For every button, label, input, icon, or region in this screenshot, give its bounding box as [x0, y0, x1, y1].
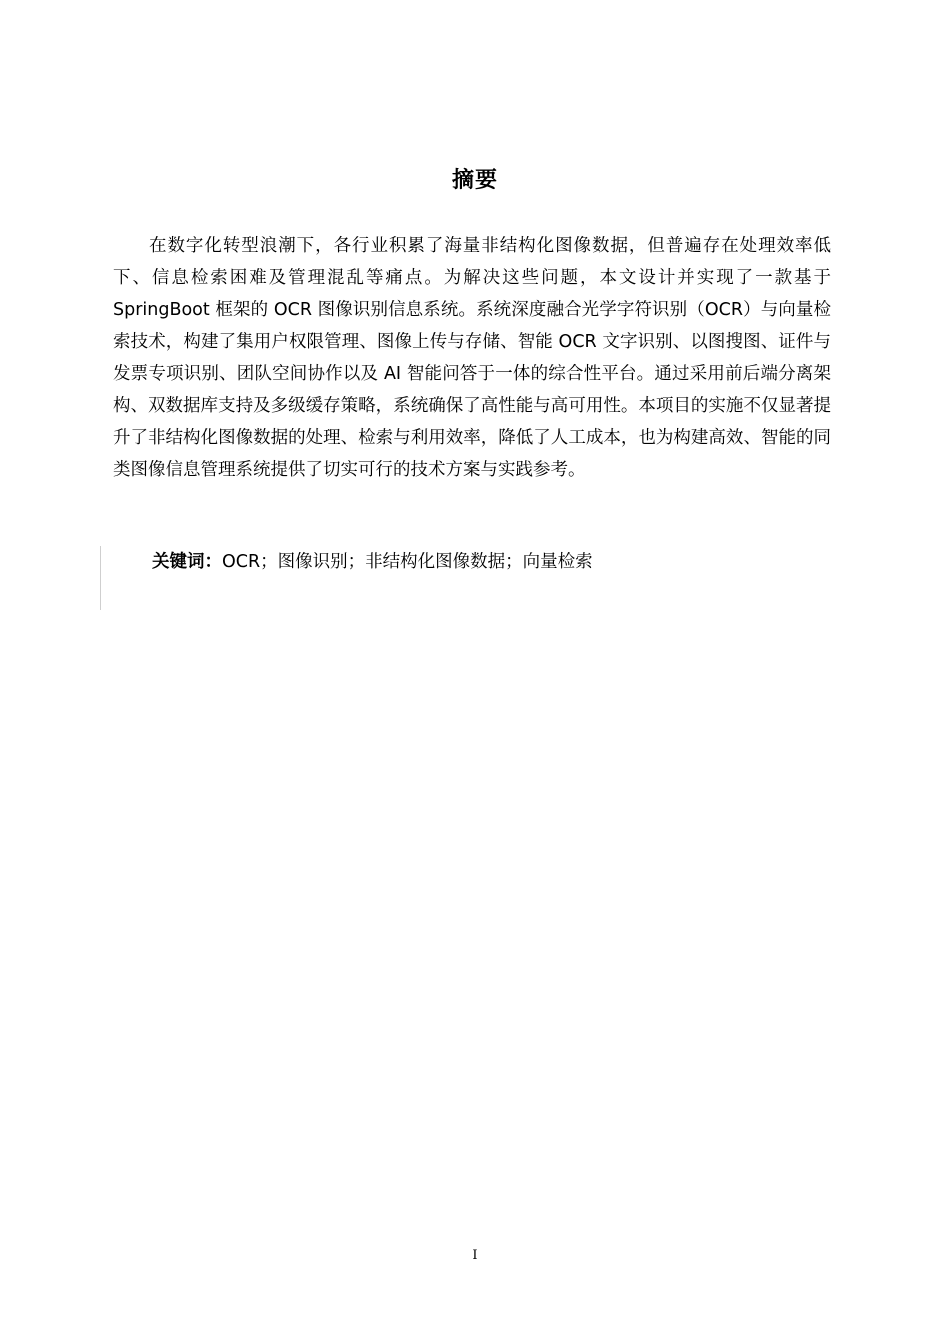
abstract-body: 在数字化转型浪潮下，各行业积累了海量非结构化图像数据，但普遍存在处理效率低下、信息检索困难及管理混乱等痛点。为解决这些问题，本文设计并实现了一款基于 SpringBoot 框架的 OCR 图像识别信息系统。系统深度融合光学字符识别（OCR）与向量检索技术，构建了集用户权限管理、图像上传与存储、智能 OCR 文字识别、以图搜图、证件与发票专项识别、团队空间协作以及 AI 智能问答于一体的综合性平台。通过采用前后端分离架构、双数据库支持及多级缓存策略，系统确保了高性能与高可用性。本项目的实施不仅显著提升了非结构化图像数据的处理、检索与利用效率，降低了人工成本，也为构建高效、智能的同类图像信息管理系统提供了切实可行的技术方案与实践参考。 [113, 236, 831, 480]
keywords-value: OCR；图像识别；非结构化图像数据；向量检索 [222, 552, 593, 572]
keywords-section [100, 546, 831, 610]
keywords-label: 关键词： [152, 552, 222, 572]
page-number: I [472, 1248, 478, 1263]
keywords-line [152, 547, 822, 577]
abstract-title: 摘要 [451, 168, 498, 193]
